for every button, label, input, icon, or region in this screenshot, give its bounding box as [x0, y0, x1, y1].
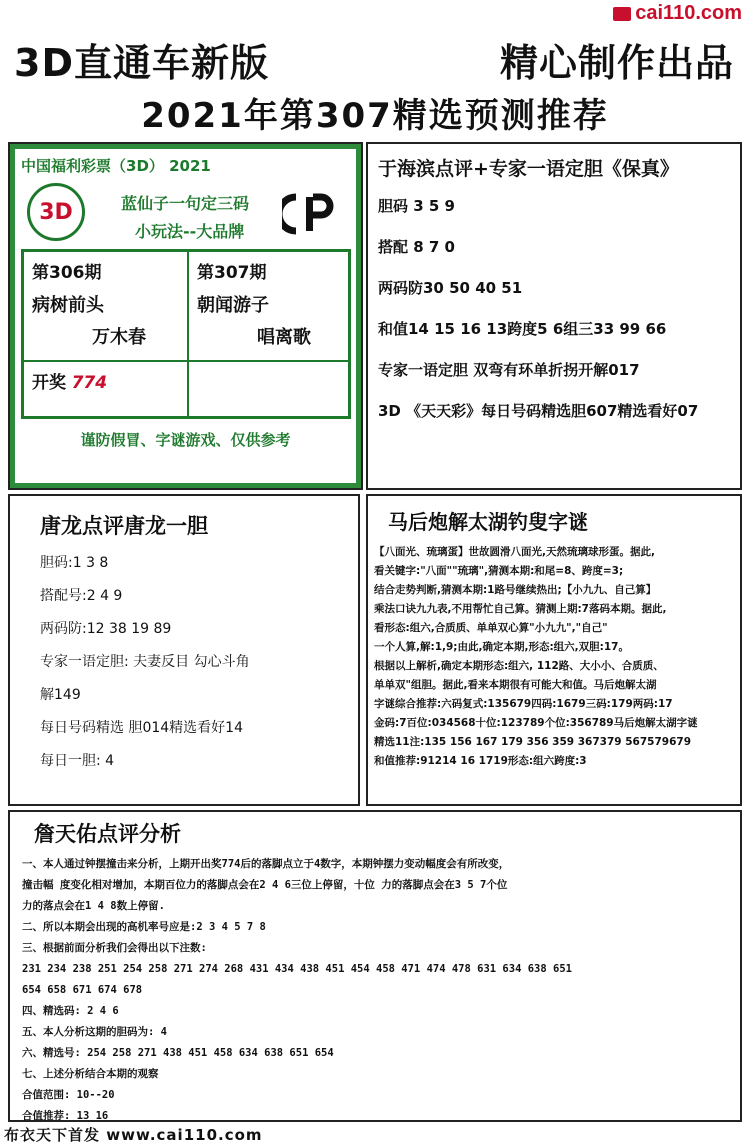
yu-line: 胆码 3 5 9 [378, 197, 455, 215]
page-subtitle: 2021年第307精选预测推荐 [141, 96, 609, 136]
yu-line: 和值14 15 16 13跨度5 6组三33 99 66 [378, 320, 667, 338]
3d-logo-icon: 3D [27, 183, 85, 241]
tang-line: 每日号码精选 胆014精选看好14 [40, 720, 243, 736]
ma-line: 结合走势判断,猜测本期:1路号继续热出;【小九九、自己算】 [374, 584, 657, 596]
ma-line: 单单双"组胆。据此,看来本期很有可能大和值。马后炮解太湖 [374, 679, 657, 691]
card-warning: 谨防假冒、字谜游戏、仅供参考 [80, 431, 291, 449]
zhan-line: 五、本人分析这期的胆码为: 4 [22, 1026, 167, 1038]
ma-line: 根据以上解析,确定本期形态:组六, 112路、大小小、合质质、 [374, 660, 664, 672]
footer-text[interactable]: 布衣天下首发 www.cai110.com [4, 1126, 263, 1144]
cp-logo-icon [282, 193, 338, 235]
zhan-line: 四、精选码: 2 4 6 [22, 1005, 119, 1017]
right-title: 精心制作出品 [499, 41, 734, 85]
left-title: 3D直通车新版 [14, 41, 269, 85]
card-head: 中国福利彩票（3D） 2021 [21, 157, 211, 175]
zhan-line: 六、精选号: 254 258 271 438 451 458 634 638 651 654 [22, 1047, 334, 1059]
prev-issue-cell: 第306期 病树前头 万木春 [23, 251, 188, 361]
flag-icon [613, 7, 631, 21]
next-issue-cell: 第307期 朝闻游子 唱离歌 [188, 251, 349, 361]
zhan-line: 二、所以本期会出现的高机率号应是:2 3 4 5 7 8 [22, 921, 266, 933]
ma-line: 精选11注:135 156 167 179 356 359 367379 567579679 [374, 736, 691, 748]
ma-line: 【八面光、琉璃蛋】世故圆滑八面光,天然琉璃球形蛋。据此, [374, 546, 655, 558]
tang-panel [8, 494, 360, 806]
tang-line: 搭配号:2 4 9 [40, 588, 123, 604]
lottery-card [8, 142, 363, 490]
zhan-line: 654 658 671 674 678 [22, 984, 143, 996]
zhan-line: 合值推荐: 13 16 [22, 1110, 109, 1122]
tang-line: 胆码:1 3 8 [40, 555, 109, 571]
ma-line: 一个人算,解:1,9;由此,确定本期,形态:组六,双胆:17。 [374, 641, 629, 653]
empty-cell [188, 361, 349, 417]
header-title-row [14, 32, 734, 87]
zhan-line: 撞击幅 度变化相对增加，本期百位力的落脚点会在2 4 6三位上停留，十位 力的落脚点会在3 5 7个位 [22, 879, 508, 891]
zhan-line: 一、本人通过钟摆撞击来分析，上期开出奖774后的落脚点立于4数字，本期钟摆力变动幅度会有所改变， [22, 858, 510, 870]
ma-line: 乘法口诀九九表,不用帮忙自己算。猜测上期:7落码本期。据此, [374, 603, 667, 615]
tang-line: 专家一语定胆: 夫妻反目 勾心斗角 [40, 654, 250, 670]
zhan-line: 231 234 238 251 254 258 271 274 268 431 434 438 451 454 458 471 474 478 631 634 638 651 [22, 963, 572, 975]
zhan-line: 三、根据前面分析我们会得出以下注数: [22, 942, 207, 954]
ma-line: 看关键字:"八面""琉璃",猜测本期:和尾=8、跨度=3; [374, 565, 624, 577]
tang-line: 每日一胆: 4 [40, 753, 115, 769]
yu-line: 专家一语定胆 双弯有环单折拐开解017 [378, 361, 640, 379]
tang-line: 两码防:12 38 19 89 [40, 621, 172, 637]
draw-value: 774 [71, 373, 108, 393]
ma-line: 金码:7百位:034568十位:123789个位:356789马后炮解太湖字谜 [374, 717, 698, 729]
ma-line: 字谜综合推荐:六码复式:135679四码:1679三码:179两码:17 [374, 698, 673, 710]
tang-line: 解149 [40, 687, 81, 703]
zhan-title: 詹天佑点评分析 [34, 822, 181, 846]
slogan-2: 小玩法--大品牌 [135, 222, 245, 241]
draw-result-cell: 开奖 774 [23, 361, 188, 417]
brand-site: cai110.com [635, 2, 742, 24]
tang-title: 唐龙点评唐龙一胆 [40, 514, 208, 538]
yu-line: 搭配 8 7 0 [378, 238, 455, 256]
slogan-1: 蓝仙子一句定三码 [121, 194, 250, 213]
zhan-line: 七、上述分析结合本期的观察 [22, 1068, 159, 1080]
zhan-line: 合值范围: 10--20 [22, 1089, 115, 1101]
yu-line: 两码防30 50 40 51 [378, 279, 523, 297]
zhan-line: 力的落点会在1 4 8数上停留. [22, 900, 165, 912]
ma-line: 和值推荐:91214 16 1719形态:组六跨度:3 [374, 755, 587, 767]
yu-panel [366, 142, 742, 490]
ma-title: 马后炮解太湖钓叟字谜 [388, 510, 588, 534]
ma-line: 看形态:组六,合质质、单单双心算"小九九","自己" [374, 622, 608, 634]
zhan-panel [8, 810, 742, 1122]
ma-panel [366, 494, 742, 806]
yu-line: 3D 《天天彩》每日号码精选胆607精选看好07 [378, 402, 699, 420]
riddle-grid [21, 249, 351, 419]
yu-title: 于海滨点评+专家一语定胆《保真》 [378, 158, 679, 180]
brand-logo[interactable] [613, 2, 742, 25]
